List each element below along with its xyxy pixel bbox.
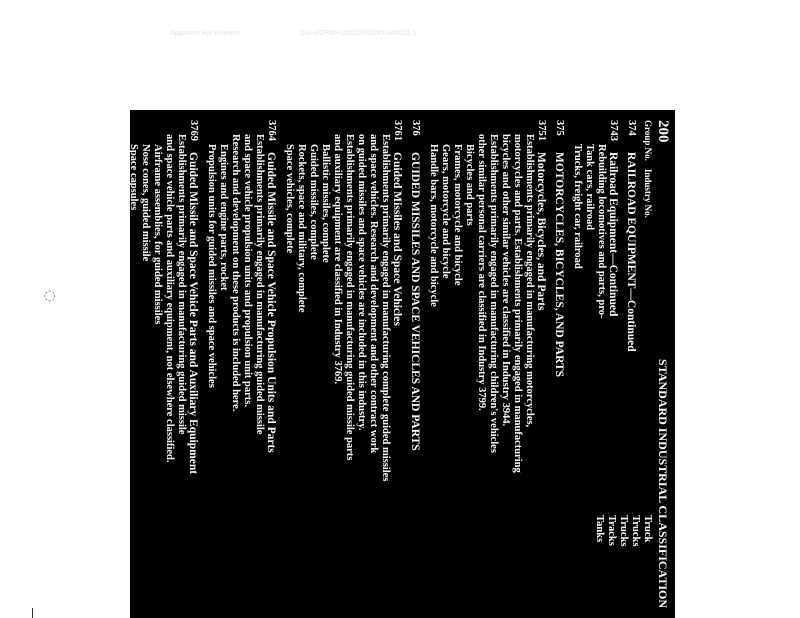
entry-sub-item: Trucks, freight car, railroad <box>572 144 583 269</box>
entry-number: 3761 <box>392 120 403 141</box>
entry-description-line: on guided missiles and space vehicles are included in this industry. <box>356 134 367 431</box>
entry <box>283 120 403 507</box>
entry-description-line: Establishments primarily engaged in manufacturing guided missile <box>254 134 265 435</box>
entry-sub-item: Boosters, guided missile <box>116 144 127 252</box>
entry-sub-item: Nose cones, guided missile <box>140 144 151 262</box>
scan-header-left: Approved For Release <box>170 30 241 37</box>
page-number: 200 <box>655 120 671 143</box>
entry-title: RAILROAD EQUIPMENT—Continued <box>625 152 637 352</box>
entry-description-line: and space vehicle propulsion units and propulsion unit parts. <box>242 134 253 407</box>
entry-sub-item: Guided missiles, complete <box>308 144 319 260</box>
entry-title: Railroad Equipment—Continued <box>607 152 619 317</box>
entry-sub-item: Bicycles and parts <box>464 144 475 226</box>
right-column-item: Trucks <box>630 515 641 547</box>
entry-description-line: and space vehicle parts and auxiliary equipment, not elsewhere classified. <box>164 134 175 463</box>
entry-heading <box>409 120 421 507</box>
running-title: STANDARD INDUSTRIAL CLASSIFICATION <box>656 359 670 608</box>
entry-description-line: Research and development on these products is included here. <box>230 134 241 412</box>
entry-sub-item: Rebuilding locomotives and parts, pro- <box>596 144 607 319</box>
right-column-item: Tracks <box>606 515 617 546</box>
entry-description-line: Establishments primarily engaged in manufacturing guided missile <box>176 134 187 435</box>
industry-heading: Industry No. <box>643 168 653 218</box>
entry-number: 3769 <box>188 120 199 141</box>
entry-title: GUIDED MISSILES AND SPACE VEHICLES AND PARTS <box>409 152 421 451</box>
right-column-item: Trucks <box>618 515 629 547</box>
entry <box>427 120 547 507</box>
entry-sub-item: Gears, motorcycle and bicycle <box>440 144 451 279</box>
entry-sub-item: Airframe assemblies, for guided missiles <box>152 144 163 325</box>
entry-title: Motorcycles, Bicycles, and Parts <box>535 152 547 311</box>
rotated-text-block <box>116 110 675 618</box>
scan-header <box>170 30 510 44</box>
entry-description-line: other similar personal carriers are classified in Industry 3799. <box>476 134 487 411</box>
entries-list <box>115 120 637 507</box>
entry-title: Guided Missile and Space Vehicle Propulsion Units and Parts <box>265 152 277 453</box>
entry-description-line: and auxiliary equipment are classified in Industry 3769. <box>332 134 343 385</box>
column-headings <box>643 120 653 507</box>
entries-column <box>115 120 653 507</box>
entry <box>571 120 619 507</box>
entry <box>625 120 637 507</box>
entry-number: 3764 <box>266 120 277 141</box>
scan-artifact-icon: ◌ <box>42 289 59 303</box>
entry-heading <box>265 120 277 507</box>
entry-number: 374 <box>626 120 637 136</box>
entry-description-line: Establishments primarily engaged in manufacturing children's vehicles <box>488 134 499 453</box>
right-column-item: Tanks <box>594 515 605 543</box>
entry-heading <box>391 120 403 507</box>
entry-number: 375 <box>554 120 565 136</box>
entry-description-line: Establishments primarily engaged in manufacturing complete guided missiles <box>380 134 391 482</box>
entry-heading <box>535 120 547 507</box>
entry-sub-item: Frames, motorcycle and bicycle <box>452 144 463 286</box>
entry-heading <box>187 120 199 507</box>
group-heading: Group No. <box>643 120 653 161</box>
entry-title: Guided Missiles and Space Vehicles <box>391 152 403 326</box>
entry-sub-item: Propulsion units for guided missiles and space vehicles <box>206 144 217 388</box>
entry-number: 3751 <box>536 120 547 141</box>
page-heading-row <box>657 120 669 608</box>
entry-description-line: and space vehicles. Research and development and other contract work <box>368 134 379 454</box>
edge-tick <box>32 608 33 618</box>
entry <box>205 120 277 507</box>
entry <box>553 120 565 507</box>
entry-heading <box>553 120 565 507</box>
entry-sub-item: Space capsules <box>128 144 139 211</box>
entry-description-line: motorcycles and parts. Establishments primarily engaged in manufacturing <box>512 134 523 473</box>
columns <box>115 120 653 608</box>
entry-title: MOTORCYCLES, BICYCLES, AND PARTS <box>553 152 565 378</box>
entry-number: 3743 <box>608 120 619 141</box>
entry-sub-item: Tank cars, railroad <box>584 144 595 231</box>
entry-title: Guided Missile and Space Vehicle Parts and Auxiliary Equipment <box>187 152 199 475</box>
right-column <box>115 515 653 608</box>
entry-description-line: Establishments primarily engaged in manufacturing motorcycles, <box>524 134 535 428</box>
entry <box>115 120 199 507</box>
entry-sub-item: Rockets, space and military, complete <box>296 144 307 313</box>
entry-heading <box>625 120 637 507</box>
entry-sub-item: Engines and engine parts, rocket <box>218 144 229 291</box>
entry-heading <box>607 120 619 507</box>
entry-sub-item: Space vehicles, complete <box>284 144 295 254</box>
entry-number: 376 <box>410 120 421 136</box>
entry-sub-item: Ballistic missiles, complete <box>320 144 331 263</box>
entry-description-line: Establishments primarily engaged in manufacturing guided missile parts <box>344 134 355 461</box>
scanned-page <box>116 110 675 618</box>
scan-header-right: CIA-RDP80-01601R000300340001-1 <box>300 30 417 37</box>
entry <box>409 120 421 507</box>
entry-description-line: bicycles and other similar vehicles are classified in Industry 3944. <box>500 134 511 427</box>
entry-sub-item: Handle bars, motorcycle and bicycle <box>428 144 439 307</box>
right-column-item: Truck <box>642 515 653 543</box>
